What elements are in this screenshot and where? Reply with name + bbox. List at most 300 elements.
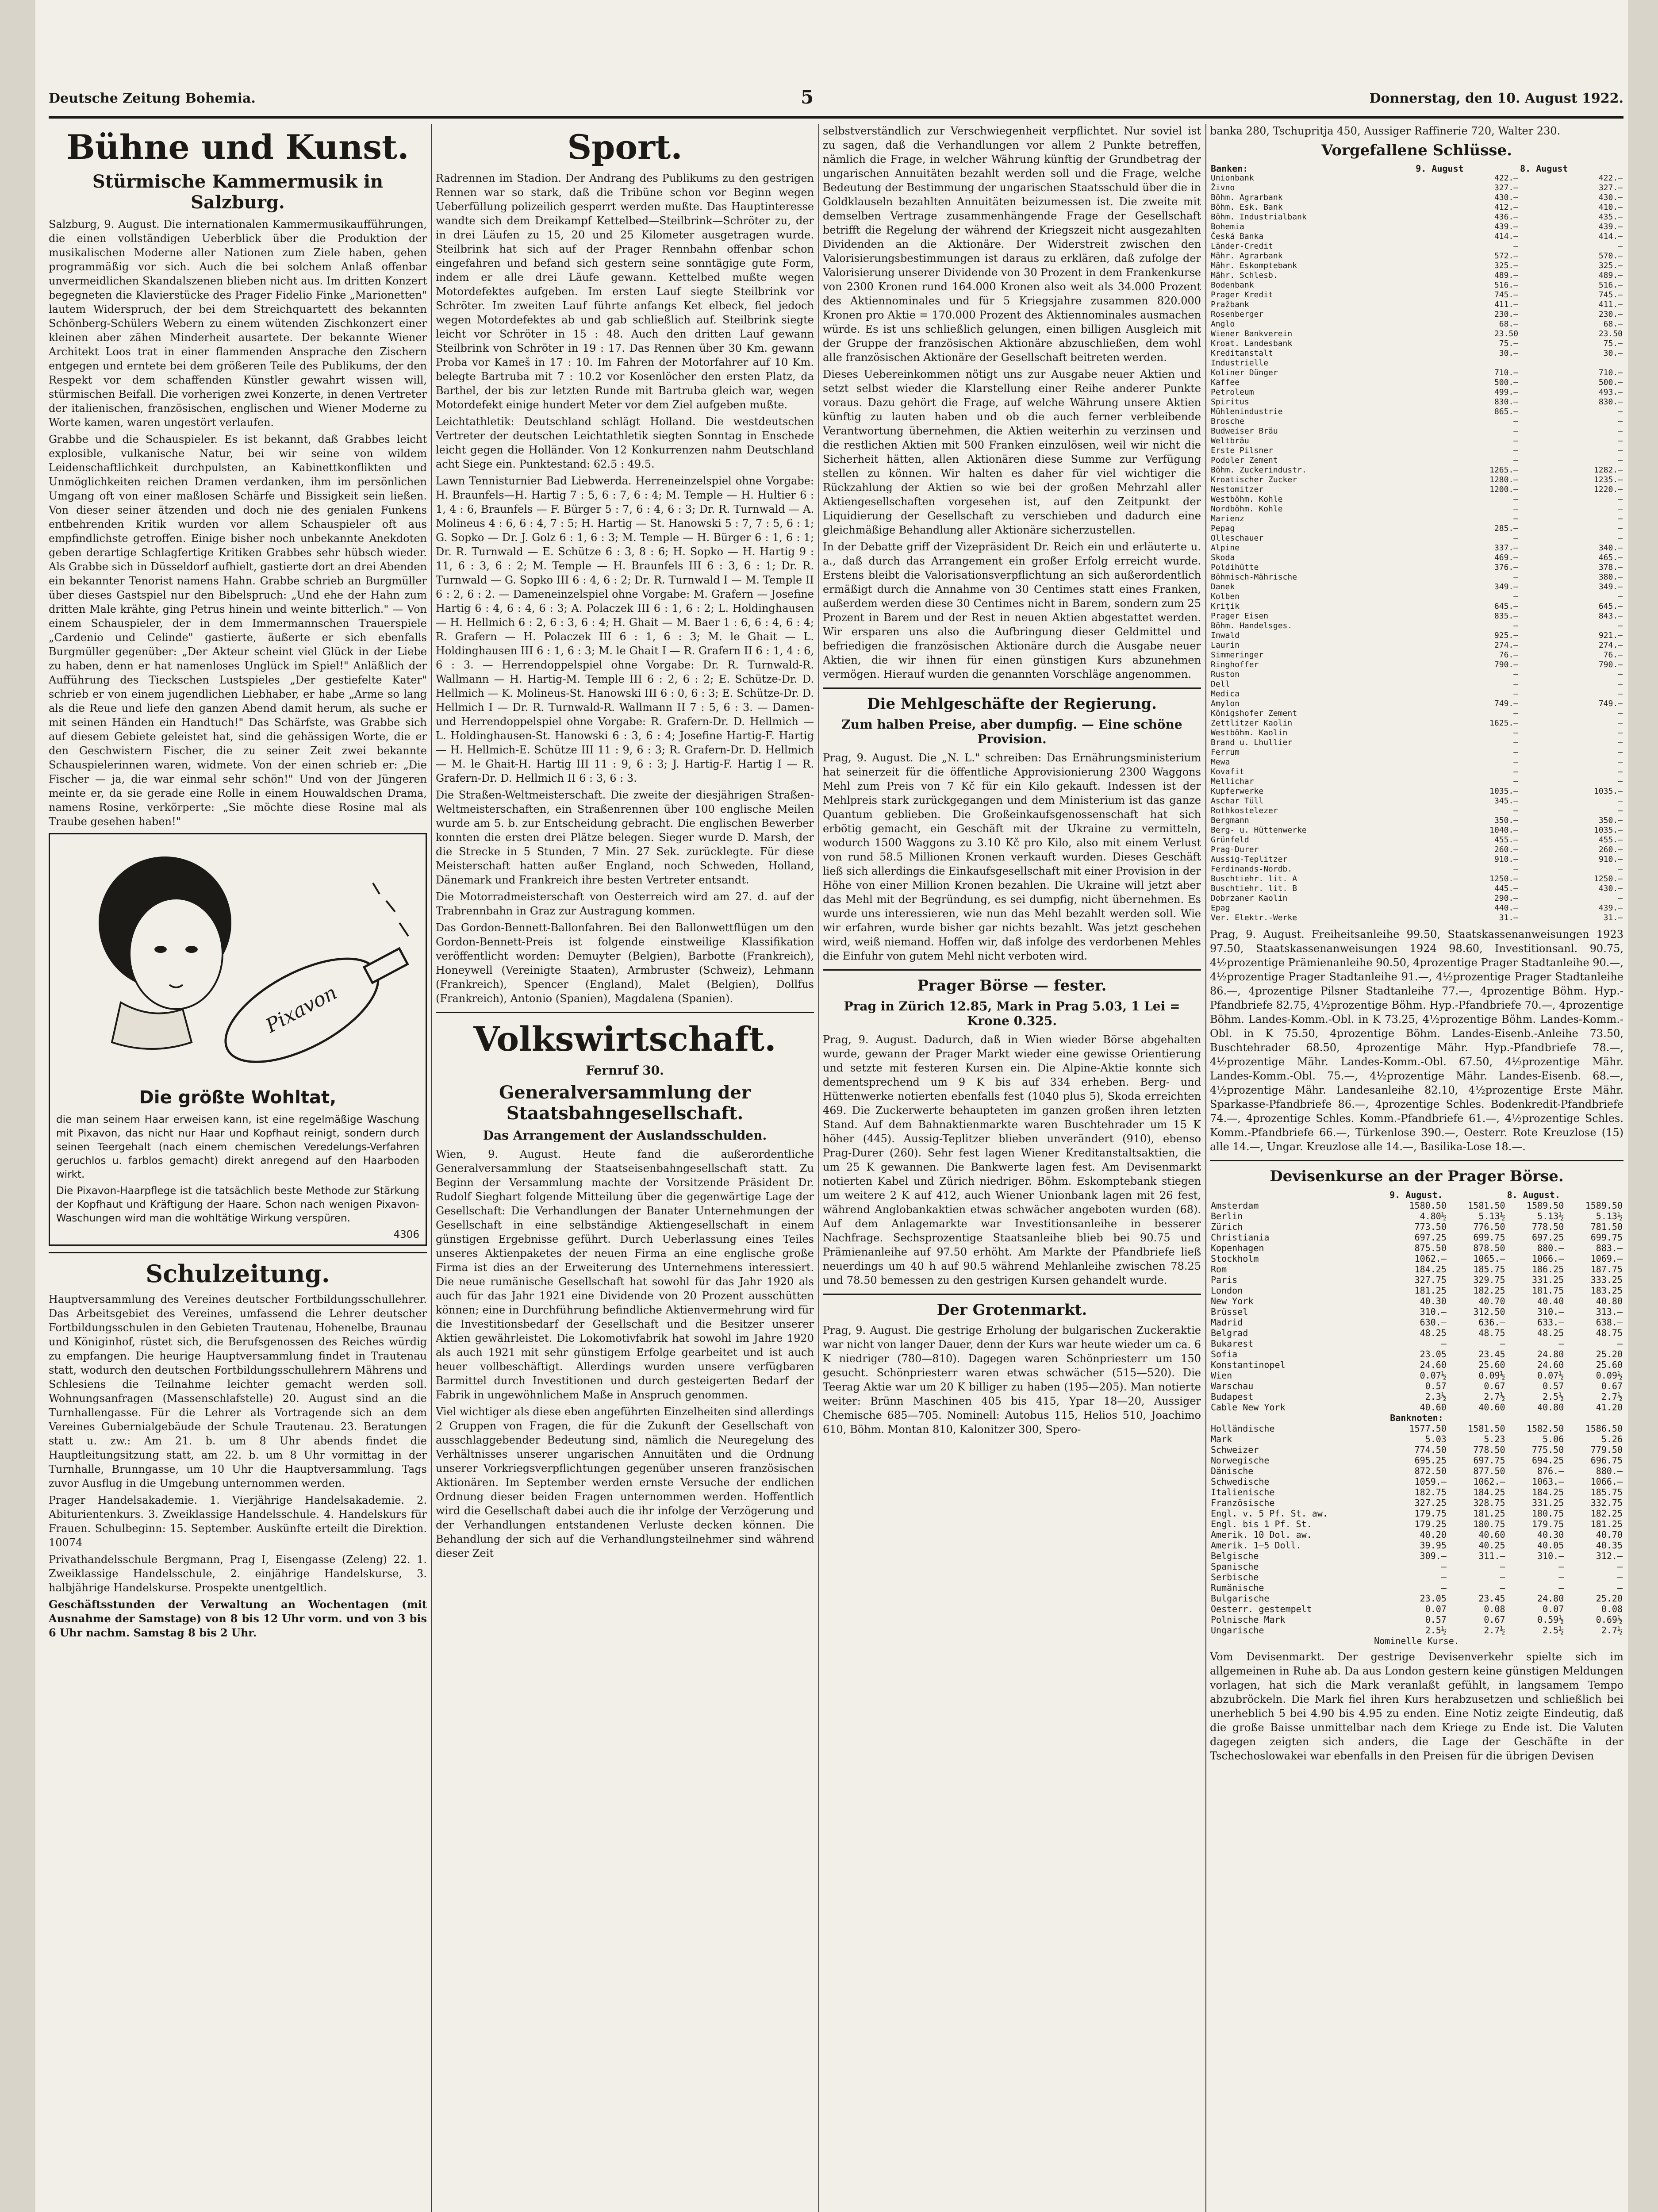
article-subheadline: Das Arrangement der Auslandsschulden.: [483, 1128, 767, 1143]
row-label: Oesterr. gestempelt: [1211, 1604, 1312, 1614]
row-label: Warschau: [1211, 1381, 1254, 1391]
phone-number: Fernruf 30.: [586, 1063, 664, 1078]
row-value: —: [1618, 670, 1623, 679]
stock-row: [1210, 504, 1623, 514]
row-value: 24.80: [1537, 1593, 1564, 1604]
article-body: Wien, 9. August. Heute fand die außerordentliche Generalversammlung der Staatseisenbahngesellschaft statt. Zu Beginn der Versammlung machte der Vorsitzende Präsident Dr. Rudolf Sieghart folgende Mitteilung über die gegenwärtige Lage der Gesellschaft: Die Verhandlungen der Banater Unternehmungen der Gesellschaft in eine selbständige Aktiengesellschaft in einem günstigen Ergebnisse geführt. Durch Ueberlassung eines Teiles unseres Aktienpaketes der neuen Firma an eine englische große Firma ist dies an der Erweiterung des Unternehmens interessiert. Die neue rumänische Gesellschaft hat sowohl für das Jahr 1920 als auch für das Jahr 1921 eine Dividende von 20 Prozent ausschütten können; eine in Durchführung befindliche Aktienvermehrung wird für die Investitionsbedarf der Gesellschaft und die Besitzer unserer Aktien gewährleistet. Die Lokomotivfabrik hat sowohl im Jahre 1920 als auch 1921 mit sehr günstigem Erfolge gearbeitet und ist auch heuer vollbeschäftigt. Allerdings wurden unsere verfügbaren Barmittel durch Investitionen und durch gesteigerten Bedarf der Fabrik in ungewöhnlichem Maße in Anspruch genommen.: [436, 1148, 814, 1401]
row-value: 876.—: [1537, 1466, 1564, 1476]
row-value: 570.—: [1598, 251, 1623, 261]
row-value: 630.—: [1420, 1317, 1447, 1328]
row-label: Christiania: [1211, 1232, 1270, 1243]
row-value: 435.—: [1598, 212, 1623, 222]
row-value: —: [1618, 524, 1623, 533]
stock-row: [1210, 495, 1623, 504]
currency-row: [1210, 1328, 1623, 1338]
row-value: 0.67: [1601, 1381, 1623, 1391]
stock-row: [1210, 631, 1623, 641]
row-value: 0.57: [1543, 1381, 1564, 1391]
row-value: 636.—: [1478, 1317, 1505, 1328]
row-value: 1059.—: [1414, 1476, 1447, 1487]
row-value: 5.06: [1543, 1434, 1564, 1444]
row-label: Spiritus: [1211, 397, 1249, 407]
banknote-row: [1210, 1540, 1623, 1551]
row-label: Ungarische: [1211, 1625, 1264, 1636]
row-label: Böhm. Industrialbank: [1211, 212, 1307, 222]
row-value: 1235.—: [1593, 475, 1623, 484]
row-value: 325.—: [1598, 261, 1623, 270]
row-label: Kovafit: [1211, 767, 1244, 776]
row-value: —: [1513, 495, 1519, 504]
row-value: —: [1513, 757, 1519, 767]
stock-row: [1210, 280, 1623, 290]
row-value: 75.—: [1603, 339, 1623, 348]
currency-row: [1210, 1232, 1623, 1243]
stock-row: [1210, 816, 1623, 826]
row-value: 910.—: [1494, 855, 1519, 864]
row-value: 830.—: [1598, 397, 1623, 407]
row-label: Nestomitzer: [1211, 485, 1264, 494]
row-value: 883.—: [1596, 1243, 1623, 1253]
row-value: 39.95: [1420, 1540, 1447, 1551]
row-value: —: [1513, 689, 1519, 699]
row-label: Serbische: [1211, 1572, 1259, 1582]
row-value: 455.—: [1494, 835, 1519, 845]
row-value: —: [1618, 767, 1623, 776]
stock-row: [1210, 845, 1623, 855]
currency-row: [1210, 1381, 1623, 1391]
fx-headline: Devisenkurse an der Prager Börse.: [1270, 1167, 1564, 1185]
row-label: Amerik. 1—5 Doll.: [1211, 1540, 1301, 1551]
row-value: 313.—: [1596, 1306, 1623, 1317]
currency-row: [1210, 1221, 1623, 1232]
banknote-row: [1210, 1572, 1623, 1582]
currency-row: [1210, 1391, 1623, 1402]
row-value: —: [1618, 534, 1623, 543]
row-value: —: [1513, 670, 1519, 679]
stock-row: [1210, 534, 1623, 543]
row-value: 430.—: [1598, 884, 1623, 893]
row-label: Bodenbank: [1211, 280, 1254, 290]
article-body: Viel wichtiger als diese eben angeführten Einzelheiten sind allerdings 2 Gruppen von Fragen, die für die Zukunft der Gesellschaft von ausschlaggebender Bedeutung sind, nämlich die Neuregelung des Verhältnisses unserer ungarischen Annuitäten und die Ordnung unserer Vorkriegsverpflichtungen gegenüber unseren französischen Aktionären. Im September werden ernste Versuche der endlichen Ordnung dieser beiden Fragen unternommen werden. Hoffentlich wird die Gesellschaft dabei auch die ihr infolge der Verzögerung und der Verhandlungen entstandenen Verluste decken können. Die Behandlung der sich auf die Verhandlungsteilnehmer sind während dieser Zeit: [436, 1406, 814, 1559]
stock-row: [1210, 894, 1623, 903]
row-label: Berg- u. Hüttenwerke: [1211, 826, 1307, 835]
stock-row: [1210, 572, 1623, 582]
row-value: 1200.—: [1489, 485, 1519, 494]
row-value: 1220.—: [1593, 485, 1623, 494]
row-label: Holländische: [1211, 1423, 1275, 1434]
row-value: —: [1618, 806, 1623, 815]
row-value: 48.25: [1420, 1328, 1447, 1338]
row-value: 1280.—: [1489, 475, 1519, 484]
row-value: 30.—: [1499, 349, 1519, 358]
stock-row: [1210, 193, 1623, 203]
row-value: —: [1513, 436, 1519, 445]
row-label: Bohemia: [1211, 222, 1244, 231]
row-value: 180.75: [1473, 1519, 1505, 1529]
banknote-row: [1210, 1519, 1623, 1529]
pixavon-advertisement: [49, 833, 427, 1246]
row-value: 260.—: [1598, 845, 1623, 854]
stock-row: [1210, 465, 1623, 475]
article-body: Salzburg, 9. August. Die internationalen Kammermusikaufführungen, die einen vollständigen Ueberblick über die Produktion der musikalischen Moderne aller Nationen zum Ziele haben, gehen programmäßig vor sich. Auch die bei solchem Anlaß offenbar unvermeidlichen Skandalszenen blieben nicht aus. Im dritten Konzert begegneten die Klavierstücke des Prager Fidelio Finke „Marionetten" lautem Widerspruch, der bei dem Streichquartett des bekannten Schönberg-Schülers Webern zu einem wütenden Zischkonzert einer kleinen aber zähen Minderheit ausartete. Der bekannte Wiener Architekt Loos trat in einer flammenden Ansprache den Zischern entgegen und erntete bei dem größeren Teile des Publikums, der den Respekt vor dem schaffenden Künstler gewahrt wissen will, stürmischen Beifall. Die vorherigen zwei Konzerte, in denen Vertreter der italienischen, französischen, englischen und Wiener Moderne zu Worte kamen, waren ungestört verlaufen.: [49, 218, 427, 429]
stock-row: [1210, 232, 1623, 242]
row-value: 699.75: [1590, 1232, 1623, 1243]
row-value: 414.—: [1598, 232, 1623, 241]
row-value: 311.—: [1478, 1551, 1505, 1561]
stock-row: [1210, 903, 1623, 913]
row-value: 75.—: [1499, 339, 1519, 348]
row-value: 337.—: [1494, 543, 1519, 553]
banknote-row: [1210, 1551, 1623, 1561]
row-label: Brosche: [1211, 417, 1244, 426]
article-headline: Der Grotenmarkt.: [936, 1301, 1087, 1319]
row-value: —: [1513, 572, 1519, 582]
row-value: 0.67: [1484, 1614, 1505, 1625]
section-divider: [1210, 1160, 1623, 1161]
row-value: —: [1618, 495, 1623, 504]
row-value: —: [1558, 1338, 1564, 1349]
currency-row: [1210, 1370, 1623, 1381]
row-label: Kreditanstalt: [1211, 349, 1273, 358]
row-value: —: [1513, 864, 1519, 874]
row-value: 181.25: [1590, 1519, 1623, 1529]
row-value: 0.57: [1425, 1614, 1447, 1625]
row-label: Simmeringer: [1211, 650, 1264, 660]
row-value: 1586.50: [1585, 1423, 1623, 1434]
banknote-row: [1210, 1561, 1623, 1572]
row-value: —: [1513, 417, 1519, 426]
article-body: Dieses Uebereinkommen nötigt uns zur Ausgabe neuer Aktien und setzt selbst wieder die Klarstellung einer Reihe anderer Punkte voraus. Dazu gehört die Frage, auf welche Währung unsere Aktien künftig zu lauten haben und ob die auch ferner verbleibende Verantwortung übernehmen, die Aktien weiterhin zu verzinsen und die restlichen Aktien mit 500 Franken einzulösen, weil wir nicht die Sicherheit hätten, allen Aktionären diese Summe zur Verfügung stellen zu können. Wir halten es daher für viel wichtiger die Rückzahlung der Aktien so wie bei der großen Mehrzahl aller Aktiengesellschaften vorgesehen ist, auf den Zeitpunkt der Liquidierung der Gesellschaft zu verschieben und dadurch eine gleichmäßige Behandlung aller Aktionäre sicherzustellen.: [823, 368, 1201, 536]
stock-row: [1210, 388, 1623, 397]
row-value: 0.07: [1425, 1604, 1447, 1614]
column-divider: [1205, 124, 1206, 2212]
row-label: Nordböhm. Kohle: [1211, 504, 1283, 514]
row-label: Bergmann: [1211, 816, 1249, 825]
article-body: banka 280, Tschupritja 450, Aussiger Raffinerie 720, Walter 230.: [1210, 125, 1561, 137]
row-value: 0.07½: [1537, 1370, 1564, 1381]
row-value: 2.7½: [1601, 1625, 1623, 1636]
stock-row: [1210, 680, 1623, 689]
row-value: 835.—: [1494, 611, 1519, 621]
row-value: —: [1617, 1572, 1623, 1582]
row-value: 23.50: [1598, 329, 1623, 338]
svg-text:Pixavon: Pixavon: [262, 981, 341, 1037]
banknote-row: [1210, 1593, 1623, 1604]
row-label: Böhm. Agrarbank: [1211, 193, 1283, 202]
row-value: —: [1618, 504, 1623, 514]
row-value: 1282.—: [1593, 465, 1623, 475]
row-value: 25.60: [1478, 1359, 1505, 1370]
stock-row: [1210, 261, 1623, 271]
row-value: —: [1618, 592, 1623, 601]
stock-row: [1210, 339, 1623, 349]
row-value: —: [1618, 436, 1623, 445]
row-value: 1040.—: [1489, 826, 1519, 835]
row-value: 182.25: [1473, 1285, 1505, 1296]
row-value: 1062.—: [1473, 1476, 1505, 1487]
row-value: —: [1617, 1561, 1623, 1572]
row-value: 23.05: [1420, 1593, 1447, 1604]
currency-row: [1210, 1402, 1623, 1413]
row-value: 350.—: [1494, 816, 1519, 825]
row-value: 1265.—: [1489, 465, 1519, 475]
row-value: 1582.50: [1526, 1423, 1564, 1434]
row-label: Skoda: [1211, 553, 1235, 562]
row-value: —: [1513, 456, 1519, 465]
stock-row: [1210, 611, 1623, 621]
row-value: 181.75: [1532, 1285, 1564, 1296]
row-value: [1519, 358, 1623, 368]
stock-row: [1210, 563, 1623, 572]
row-value: 40.20: [1420, 1529, 1447, 1540]
row-value: 5.03: [1425, 1434, 1447, 1444]
row-label: Poldihütte: [1211, 563, 1259, 572]
row-label: Länder-Credit: [1211, 242, 1273, 251]
currency-row: [1210, 1306, 1623, 1317]
row-label: Buschtiehr. lit. B: [1211, 884, 1297, 893]
row-label: Belgische: [1211, 1551, 1259, 1561]
stock-row: [1210, 602, 1623, 611]
row-value: —: [1513, 426, 1519, 436]
currency-row: [1210, 1285, 1623, 1296]
row-label: Česká Banka: [1211, 232, 1264, 241]
stock-row: [1210, 874, 1623, 884]
row-value: —: [1441, 1561, 1447, 1572]
row-label: Berlin: [1211, 1211, 1243, 1221]
stock-row: [1210, 728, 1623, 738]
row-value: 2.3½: [1425, 1391, 1447, 1402]
banknote-row: [1210, 1614, 1623, 1625]
article-body: Radrennen im Stadion. Der Andrang des Publikums zu den gestrigen Rennen war so stark, daß die Tribüne schon vor Beginn wegen Ueberfüllung polizeilich gesperrt werden mußte. Das Hauptinteresse wandte sich dem Dreikampf Kettelbed—Steilbrink—Schröter zu, der in drei Läufen zu 15, 20 und 25 Kilometer ausgetragen wurde. Steilbrink hat sich auf der Prager Rennbahn offenbar schon eingefahren und befand sich gestern seine sonntägige gute Form, indem er alle drei Läufe gewann. Kettelbed mußte wegen Motordefektes aufgeben. Im ersten Lauf siegte Steilbrink vor Schröter. Im zweiten Lauf führte anfangs Ket elbeck, fiel jedoch wegen Motordefektes ab und gab schließlich auf. Steilbrink siegte leicht vor Schröter in 15 : 48. Auch den dritten Lauf gewann Steilbrink von Schröter in 19 : 17. Das Rennen über 30 Km. gewann Proba vor Kameš in 17 : 10. Im Fahren der Motorfahrer auf 10 Km. belegte Bartruba mit 7 : 10.2 vor Kosenlöcher den ersten Platz, da Barthel, der bis zur letzten Runde mit Bartruba gleich war, wegen Motordefekt einige hundert Meter vor dem Ziel aufgeben mußte.: [436, 172, 814, 411]
paper-name: Deutsche Zeitung Bohemia.: [49, 91, 256, 106]
banknote-row: [1210, 1625, 1623, 1636]
row-value: 40.40: [1537, 1296, 1564, 1306]
article-subheadline: Prag in Zürich 12.85, Mark in Prag 5.03, 1 Lei = Krone 0.325.: [844, 999, 1180, 1028]
row-value: 68.—: [1499, 319, 1519, 329]
stock-row: [1210, 864, 1623, 874]
stock-row: [1210, 582, 1623, 592]
row-label: Buschtiehr. lit. A: [1211, 874, 1297, 883]
row-label: Kopenhagen: [1211, 1243, 1264, 1253]
row-value: —: [1618, 728, 1623, 737]
row-value: 376.—: [1494, 563, 1519, 572]
row-value: 412.—: [1494, 203, 1519, 212]
article-body: Prag, 9. August. Die gestrige Erholung der bulgarischen Zuckeraktie war nicht von langer Dauer, denn der Kurs war heute wieder um ca. 6 K niedriger (780—810). Dagegen waren Schönpriesterr um 150 gesucht. Schönpriesterr waren etwas schwächer (515—520). Die Teerag Aktie war um 20 K billiger zu haben (195—205). Man notierte weiter: Brünn Maschinen 405 bis 415, Ypar 18—20, Aussiger Chemische 685—705. Nominell: Autobus 115, Helios 510, Joachimo 610, Böhm. Montan 810, Kalonitzer 300, Spero-: [823, 1324, 1201, 1436]
row-label: Grünfeld: [1211, 835, 1249, 845]
row-value: 422.—: [1494, 173, 1519, 183]
stock-row: [1210, 884, 1623, 894]
row-value: 489.—: [1494, 271, 1519, 280]
stock-row: [1210, 524, 1623, 534]
row-value: 1066.—: [1532, 1253, 1564, 1264]
row-value: 0.08: [1601, 1604, 1623, 1614]
row-label: Dobrzaner Kaolin: [1211, 894, 1288, 903]
row-value: 5.13½: [1596, 1211, 1623, 1221]
row-value: 312.50: [1473, 1306, 1505, 1317]
row-value: 775.50: [1532, 1444, 1564, 1455]
section-divider: [49, 1252, 427, 1253]
stock-row: [1210, 173, 1623, 183]
row-value: 290.—: [1494, 894, 1519, 903]
section-title-economy: Volkswirtschaft.: [473, 1019, 776, 1059]
row-value: 181.25: [1473, 1508, 1505, 1519]
row-value: 310.—: [1537, 1551, 1564, 1561]
row-label: Živno: [1211, 183, 1235, 192]
row-label: Französische: [1211, 1498, 1275, 1508]
currency-row: [1210, 1317, 1623, 1328]
row-value: 76.—: [1499, 650, 1519, 660]
banknote-row: [1210, 1487, 1623, 1498]
row-label: Brand u. Lhullier: [1211, 738, 1293, 747]
row-label: Amsterdam: [1211, 1200, 1259, 1211]
row-value: 779.50: [1590, 1444, 1623, 1455]
banknote-row: [1210, 1476, 1623, 1487]
stock-row: [1210, 242, 1623, 251]
row-value: 48.75: [1478, 1328, 1505, 1338]
stock-row: [1210, 787, 1623, 796]
row-value: 500.—: [1494, 378, 1519, 387]
row-value: 465.—: [1598, 553, 1623, 562]
stock-row: [1210, 835, 1623, 845]
row-label: Erste Pilsner: [1211, 446, 1273, 455]
advertisement-title: Die größte Wohltat,: [139, 1087, 337, 1108]
currency-row: [1210, 1253, 1623, 1264]
stock-row: [1210, 203, 1623, 212]
table-header: Banken:: [1211, 163, 1248, 174]
row-value: 2.7½: [1484, 1625, 1505, 1636]
row-label: Mark: [1211, 1434, 1232, 1444]
row-label: Prag-Durer: [1211, 845, 1259, 854]
row-value: 5.26: [1601, 1434, 1623, 1444]
row-value: 1581.50: [1468, 1423, 1505, 1434]
stock-row: [1210, 514, 1623, 524]
stock-row: [1210, 757, 1623, 767]
article-body: Leichtathletik: Deutschland schlägt Holland. Die westdeutschen Vertreter der deutschen Leichtathletik siegten Sonntag in Enschede leicht gegen die Holländer. Von 12 Konkurrenzen nahm Deutschland acht Siege ein. Punktestand: 62.5 : 49.5.: [436, 415, 814, 470]
banknote-row: [1210, 1444, 1623, 1455]
row-value: 184.25: [1473, 1487, 1505, 1498]
fx-report: Vom Devisenmarkt. Der gestrige Devisenverkehr spielte sich im allgemeinen in Ruhe ab. Da aus London gestern keine günstigen Meldungen vorlagen, hat sich die Mark veranlaßt gefühlt, in langsamem Tempo abzubröckeln. Die Mark fiel ihren Kurs herabzusetzen und schließlich bei unerheblich 5 bei 4.90 bis 4.95 zu enden. Eine Notiz zeigte Eindeutig, daß die große Baisse unmittelbar nach dem Kriege zu Ende ist. Die Valuten dagegen zeigten sich anders, die Lage der Geschäfte in der Tschechoslowakei war ebenfalls in den Preisen für die übrigen Devisen: [1210, 1651, 1623, 1762]
stock-row: [1210, 660, 1623, 670]
row-value: 774.50: [1414, 1444, 1447, 1455]
row-value: —: [1618, 777, 1623, 786]
bonds-report: Prag, 9. August. Freiheitsanleihe 99.50, Staatskassenanweisungen 1923 97.50, Staatskassenanweisungen 1924 98.60, Investitionsanl. 90.75, 4½prozentige Prämienanleihe 90.50, 4prozentige Prager Stadtanleihe 90.—, 4½prozentige Prager Stadtanleihe 91.—, 4½prozentige Prager Stadtanleihe 86.—, 4prozentige Pilsner Stadtanleihe 77.—, 4prozentige Böhm. Hyp.-Pfandbriefe 82.75, 4½prozentige Böhm. Hyp.-Pfandbriefe 70.—, 4prozentige Böhm. Landes-Komm.-Obl. in K 73.25, 4½prozentige Böhm. Landes-Komm.-Obl. in K 75.50, 4prozentige Böhm. Landes-Eisenb.-Anleihe 73.50, Buschtehrader 68.50, 4prozentige Mähr. Hyp.-Pfandbriefe 78.—, 4½prozentige Mähr. Landes-Komm.-Obl. 67.50, 4½prozentige Mähr. Landes-Komm.-Obl. 75.—, 4½prozentige Mähr. Landes-Eisenb. 68.—, 4½prozentige Mähr. Landesanleihe 82.10, 4½prozentige Erste Mähr. Sparkasse-Pfandbriefe 86.—, 4prozentige Schles. Bodenkredit-Pfandbriefe 74.—, 4prozentige Schles. Komm.-Pfandbriefe 61.—, 4½prozentige Schles. Komm.-Pfandbriefe 66.—, Türkenlose 390.—, Oesterr. Rote Kreuzlose (15) alle 14.—, Ungar. Kreuzlose alle 14.—, Basilika-Lose 18.—.: [1210, 928, 1623, 1153]
row-label: Norwegische: [1211, 1455, 1270, 1466]
row-value: 0.07: [1543, 1604, 1564, 1614]
row-value: 187.75: [1590, 1264, 1623, 1275]
row-label: Alpine: [1211, 543, 1240, 553]
office-hours: Geschäftsstunden der Verwaltung an Wochentagen (mit Ausnahme der Samstage) von 8 bis 12 Uhr vorm. und von 3 bis 6 Uhr nachm. Samstag 8 bis 2 Uhr.: [49, 1598, 427, 1639]
row-value: 380.—: [1598, 572, 1623, 582]
row-value: 274.—: [1598, 641, 1623, 650]
row-label: Ferrum: [1211, 748, 1240, 757]
article-body: Prag, 9. August. Die „N. L." schreiben: Das Ernährungsministerium hat seinerzeit für die öffentliche Approvisionierung 2300 Waggons Mehl zum Preis von 7 Kč für ein Kilo gekauft. Indessen ist der Mehlpreis stark zurückgegangen und dem Ministerium ist das ganze Quantum geblieben. Die Großeinkaufsgenossenschaft hat sich erbötig gemacht, ein Geschäft mit der Ukraine zu vermitteln, wodurch 1500 Waggons zu 3.10 Kč pro Kilo, also mit einem Verlust von rund 58.5 Millionen Kronen verkauft wurden. Dieses Geschäft ließ sich allerdings die Einkaufsgesellschaft mit einer Provision in der Höhe von einer Million Kronen bezahlen. Die Ukraine will jetzt aber das Mehl mit der Begründung, es sei dumpfig, nicht übernehmen. Es wurde uns interessieren, wie nun das Mehl bezahlt werden soll. Wie wir erfahren, wurde bisher gar nichts bezahlt. Was jetzt geschehen wird, weiß niemand. Hoffen wir, daß infolge des verdorbenen Mehles die Einfuhr von gutem Mehl nicht verboten wird.: [823, 752, 1201, 962]
row-value: 2.7½: [1601, 1391, 1623, 1402]
row-value: 23.50: [1494, 329, 1519, 338]
row-label: Schwedische: [1211, 1476, 1270, 1487]
stock-row: [1210, 670, 1623, 680]
row-value: 186.25: [1532, 1264, 1564, 1275]
section-title-sport: Sport.: [567, 127, 683, 167]
article-body: Die Motorradmeisterschaft von Oesterreich wird am 27. d. auf der Trabrennbahn in Graz zur Austragung kommen.: [436, 891, 814, 917]
stock-row: [1210, 826, 1623, 835]
row-value: 48.25: [1537, 1328, 1564, 1338]
stock-row: [1210, 456, 1623, 465]
stock-row: [1210, 553, 1623, 563]
stock-row: [1210, 796, 1623, 806]
row-value: 40.60: [1478, 1529, 1505, 1540]
row-value: 185.75: [1590, 1487, 1623, 1498]
row-value: 23.45: [1478, 1593, 1505, 1604]
row-label: Zettlitzer Kaolin: [1211, 718, 1293, 728]
row-value: 0.57: [1425, 1381, 1447, 1391]
row-label: Kupferwerke: [1211, 787, 1264, 796]
stock-row: [1210, 641, 1623, 650]
row-value: 422.—: [1598, 173, 1623, 183]
article-subheadline: Zum halben Preise, aber dumpfig. — Eine schöne Provision.: [841, 717, 1182, 746]
stocks-headline: Vorgefallene Schlüsse.: [1321, 142, 1512, 159]
section-title-culture: Bühne und Kunst.: [66, 127, 409, 167]
stock-row: [1210, 378, 1623, 388]
currency-row: [1210, 1296, 1623, 1306]
row-value: —: [1618, 680, 1623, 689]
row-label: Petroleum: [1211, 388, 1254, 397]
row-label: New York: [1211, 1296, 1254, 1306]
currency-row: [1210, 1264, 1623, 1275]
table-header: 8. August.: [1507, 1190, 1560, 1200]
row-value: 865.—: [1494, 407, 1519, 416]
row-value: —: [1513, 242, 1519, 251]
row-label: Rom: [1211, 1264, 1227, 1275]
advertisement-text: die man seinem Haar erweisen kann, ist eine regelmäßige Waschung mit Pixavon, das nicht nur Haar und Kopfhaut reinigt, sondern durch seinen Teergehalt (nach einem chemischen Veredelungs-Verfahren geruchlos u. farblos gemacht) direkt anregend auf den Haarboden wirkt.: [56, 1114, 419, 1180]
row-value: —: [1617, 1582, 1623, 1593]
row-label: Ruston: [1211, 670, 1240, 679]
row-label: Prager Kredit: [1211, 290, 1273, 300]
row-label: Laurin: [1211, 641, 1240, 650]
row-value: 745.—: [1494, 290, 1519, 300]
row-value: 310.—: [1420, 1306, 1447, 1317]
row-value: 790.—: [1598, 660, 1623, 669]
row-label: Westböhm. Kohle: [1211, 495, 1283, 504]
row-value: 68.—: [1603, 319, 1623, 329]
stock-row: [1210, 349, 1623, 358]
stock-row: [1210, 212, 1623, 222]
row-value: 872.50: [1414, 1466, 1447, 1476]
row-value: 436.—: [1494, 212, 1519, 222]
row-label: Amylon: [1211, 699, 1240, 708]
stock-row: [1210, 543, 1623, 553]
row-value: 349.—: [1598, 582, 1623, 591]
row-value: 327.—: [1494, 183, 1519, 192]
row-value: 697.75: [1473, 1455, 1505, 1466]
row-value: 350.—: [1598, 816, 1623, 825]
article-body: selbstverständlich zur Verschwiegenheit verpflichtet. Nur soviel ist zu sagen, daß die Verhandlungen vor allem 2 Punkte betreffen, nämlich die Frage, in welcher Währung künftig der Grundbetrag der ungarischen Annuitäten bezahlt werden soll und die Frage, welche Bedeutung der Bestimmung der ungarischen Staatsschuld über die in Goldklauseln bezahlten Annuitäten beizumessen ist. Die zweite mit demselben Vertrage zusammenhängende Frage der Gesellschaft betrifft die Regelung der während der Kriegszeit nicht ausgezahlten Dividenden an die Aktionäre. Der Widerstreit zwischen den Valorisierungsbestimmungen ist daraus zu erklären, daß zufolge der Valorisierung unserer Dividende von 30 Prozent in dem Frankenkurse von 2300 Kronen rund 164.000 Kronen also weit als 34.000 Prozent des Aktiennominales und für 5 Kriegsjahre zusammen 820.000 Kronen pro Aktie = 170.000 Prozent des Aktiennominales ausmachen würde. Es ist uns schließlich gelungen, einen billigen Ausgleich mit der Gruppe der französischen Aktionäre abzuschließen, dem wohl alle französischen Aktionäre der Gesellschaft beitreten werden.: [823, 125, 1201, 364]
row-value: 0.07½: [1420, 1370, 1447, 1381]
row-value: 0.08: [1484, 1604, 1505, 1614]
banknote-row: [1210, 1498, 1623, 1508]
row-value: 696.75: [1590, 1455, 1623, 1466]
row-label: Italienische: [1211, 1487, 1275, 1498]
row-value: 1589.50: [1526, 1200, 1564, 1211]
section-divider: [823, 969, 1201, 971]
row-value: 329.75: [1473, 1275, 1505, 1285]
row-value: [1415, 358, 1519, 368]
row-value: 1063.—: [1532, 1476, 1564, 1487]
row-value: 40.60: [1478, 1402, 1505, 1413]
row-value: —: [1513, 514, 1519, 523]
row-value: 24.60: [1420, 1359, 1447, 1370]
currency-row: [1210, 1200, 1623, 1211]
row-value: 776.50: [1473, 1221, 1505, 1232]
